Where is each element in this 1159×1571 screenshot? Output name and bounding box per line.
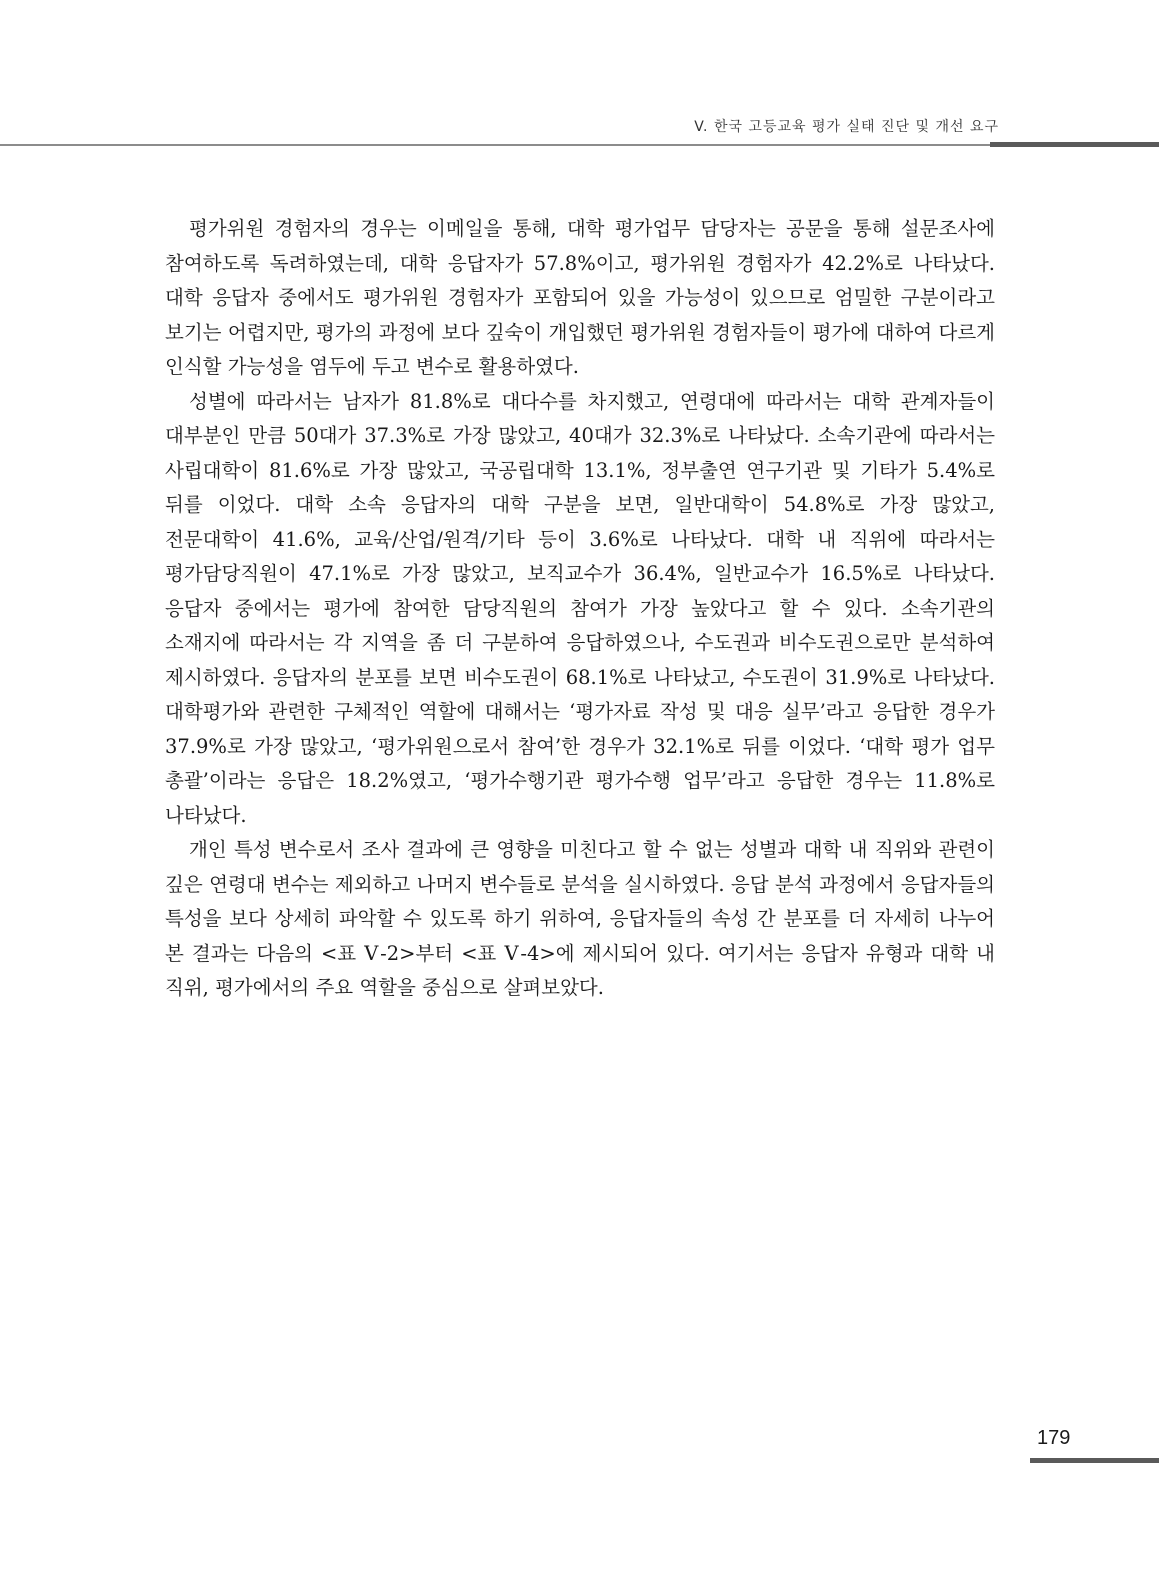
page-number: 179 xyxy=(1037,1427,1071,1449)
running-header: V. 한국 고등교육 평가 실태 진단 및 개선 요구 xyxy=(694,119,999,135)
footer-rule xyxy=(1030,1458,1159,1463)
header-rule xyxy=(0,144,990,146)
paragraph-2: 성별에 따라서는 남자가 81.8%로 대다수를 차지했고, 연령대에 따라서는 대학 관계자들이 대부분인 만큼 50대가 37.3%로 가장 많았고, 40대가 32.3%로 나타났다. 소속기관에 따라서는 사립대학이 81.6%로 가장 많았고, 국공립대학 13.1%, 정부출연 연구기관 및 기타가 5.4%로 뒤를 이었다. 대학 소속 응답자의 대학 구분을 보면, 일반대학이 54.8%로 가장 많았고, 전문대학이 41.6%, 교육/산업/원격/기타 등이 3.6%로 나타났다. 대학 내 직위에 따라서는 평가담당직원이 47.1%로 가장 많았고, 보직교수가 36.4%, 일반교수가 16.5%로 나타났다. 응답자 중에서는 평가에 참여한 담당직원의 참여가 가장 높았다고 할 수 있다. 소속기관의 소재지에 따라서는 각 지역을 좀 더 구분하여 응답하였으나, 수도권과 비수도권으로만 분석하여 제시하였다. 응답자의 분포를 보면 비수도권이 68.1%로 나타났고, 수도권이 31.9%로 나타났다. 대학평가와 관련한 구체적인 역할에 대해서는 ‘평가자료 작성 및 대응 실무’라고 응답한 경우가 37.9%로 가장 많았고, ‘평가위원으로서 참여’한 경우가 32.1%로 뒤를 이었다. ‘대학 평가 업무 총괄’이라는 응답은 18.2%였고, ‘평가수행기관 평가수행 업무’라고 응답한 경우는 11.8%로 나타났다. xyxy=(165,389,995,827)
header-rule-accent xyxy=(990,142,1159,147)
body-text xyxy=(165,212,995,1006)
paragraph-3: 개인 특성 변수로서 조사 결과에 큰 영향을 미친다고 할 수 없는 성별과 대학 내 직위와 관련이 깊은 연령대 변수는 제외하고 나머지 변수들로 분석을 실시하였다. 응답 분석 과정에서 응답자들의 특성을 보다 상세히 파악할 수 있도록 하기 위하여, 응답자들의 속성 간 분포를 더 자세히 나누어 본 결과는 다음의 <표 Ⅴ-2>부터 <표 Ⅴ-4>에 제시되어 있다. 여기서는 응답자 유형과 대학 내 직위, 평가에서의 주요 역할을 중심으로 살펴보았다. xyxy=(165,838,995,999)
paragraph-1: 평가위원 경험자의 경우는 이메일을 통해, 대학 평가업무 담당자는 공문을 통해 설문조사에 참여하도록 독려하였는데, 대학 응답자가 57.8%이고, 평가위원 경험자가 42.2%로 나타났다. 대학 응답자 중에서도 평가위원 경험자가 포함되어 있을 가능성이 있으므로 엄밀한 구분이라고 보기는 어렵지만, 평가의 과정에 보다 깊숙이 개입했던 평가위원 경험자들이 평가에 대하여 다르게 인식할 가능성을 염두에 두고 변수로 활용하였다. xyxy=(165,217,995,378)
